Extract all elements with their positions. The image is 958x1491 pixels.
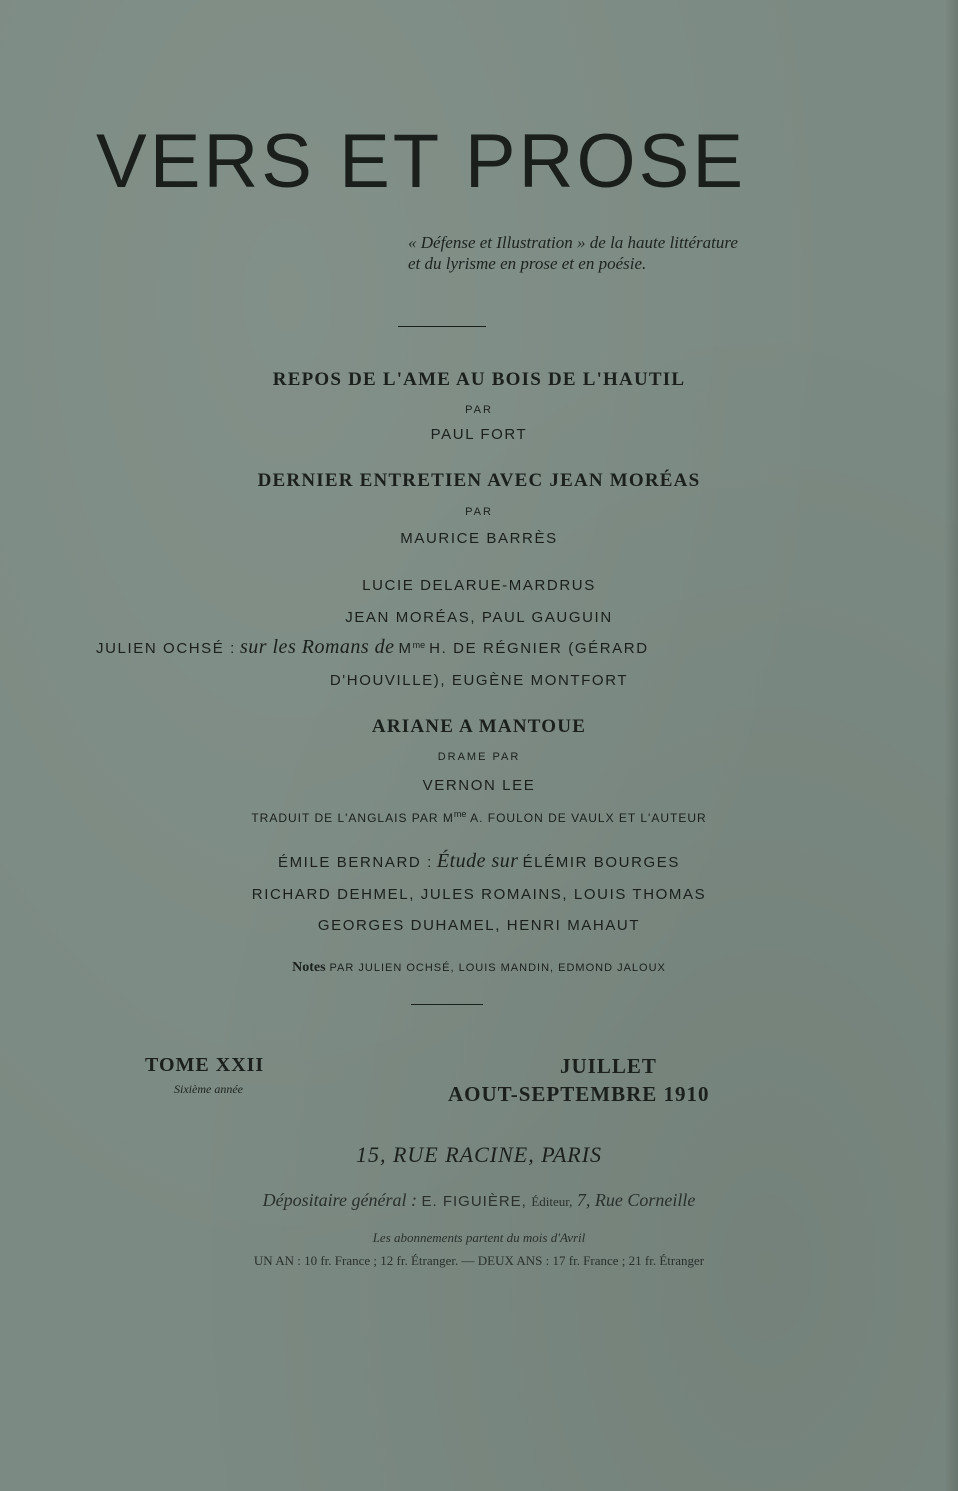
work2-title: DERNIER ENTRETIEN AVEC JEAN MORÉAS (257, 470, 701, 491)
issue-date-line2: AOUT-SEPTEMBRE 1910 (448, 1082, 710, 1106)
contributor-moreas-gauguin: JEAN MORÉAS, PAUL GAUGUIN (345, 609, 613, 626)
work3-drame-par: DRAME PAR (437, 751, 521, 763)
contributors-dehmel: RICHARD DEHMEL, JULES ROMAINS, LOUIS THOMAS (251, 886, 707, 903)
depositaire-label: Dépositaire général : (262, 1190, 417, 1210)
bernard-name: ÉMILE BERNARD : (277, 854, 433, 871)
work3-trad-a: TRADUIT DE L'ANGLAIS PAR M (251, 811, 454, 825)
bernard-italic: Étude sur (436, 850, 519, 872)
work3-title: ARIANE A MANTOUE (371, 716, 587, 737)
work2-par: PAR (465, 506, 493, 518)
work2-author: MAURICE BARRÈS (400, 530, 558, 547)
magazine-title: VERS ET PROSE (96, 119, 747, 204)
notes-label: Notes (292, 960, 326, 975)
publisher-address: 15, RUE RACINE, PARIS (355, 1142, 603, 1167)
work1-title: REPOS DE L'AME AU BOIS DE L'HAUTIL (272, 369, 686, 390)
ochse-rest: H. DE RÉGNIER (GÉRARD (429, 640, 649, 657)
issue-date-line1: JUILLET (560, 1054, 657, 1078)
magazine-motto: « Défense et Illustration » de la haute littérature et du lyrisme en prose et en poésie. (408, 233, 738, 273)
contributors-duhamel: GEORGES DUHAMEL, HENRI MAHAUT (317, 917, 641, 934)
ochse-name: JULIEN OCHSÉ : (96, 640, 236, 657)
abonnements-note: Les abonnements partent du mois d'Avril (372, 1230, 586, 1245)
depositaire-line (0, 1190, 958, 1211)
notes-rest: PAR JULIEN OCHSÉ, LOUIS MANDIN, EDMOND JALOUX (329, 962, 666, 974)
ochse-line2: D'HOUVILLE), EUGÈNE MONTFORT (329, 672, 629, 689)
ochse-m: M (398, 640, 413, 657)
tome-annee: Sixième année (174, 1082, 243, 1096)
subscription-rates: UN AN : 10 fr. France ; 12 fr. Étranger. — DEUX ANS : 17 fr. France ; 21 fr. Étranger (253, 1253, 705, 1268)
depositaire-address: 7, Rue Corneille (576, 1190, 696, 1210)
work3-trad-sup: me (453, 809, 467, 819)
tome-number: TOME XXII (145, 1054, 265, 1076)
ochse-italic: sur les Romans de (239, 636, 395, 658)
bernard-subject: ÉLÉMIR BOURGES (522, 854, 681, 871)
work1-par: PAR (465, 404, 493, 416)
work3-trad-b: A. FOULON DE VAULX ET L'AUTEUR (470, 811, 707, 825)
contributor-delarue: LUCIE DELARUE-MARDRUS (362, 577, 596, 594)
divider-bottom (411, 1004, 483, 1005)
notes-line (0, 958, 958, 976)
ochse-line (96, 636, 896, 659)
work1-author: PAUL FORT (430, 426, 528, 443)
ochse-me: me (412, 640, 426, 650)
depositaire-name: E. FIGUIÈRE, (421, 1193, 527, 1210)
depositaire-editeur: Éditeur, (531, 1194, 573, 1209)
work3-translation (0, 809, 958, 825)
work3-author: VERNON LEE (422, 777, 536, 794)
bernard-line (0, 850, 958, 873)
divider-top (398, 326, 486, 327)
